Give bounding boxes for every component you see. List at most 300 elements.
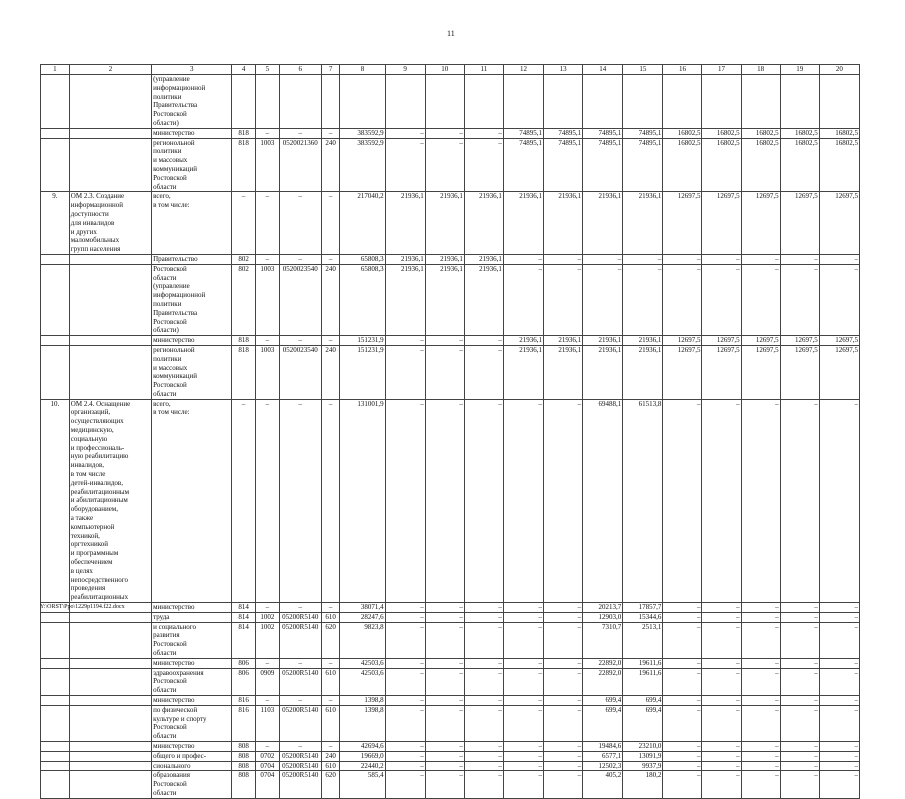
value-cell <box>279 695 321 705</box>
value-cell <box>583 695 623 705</box>
value-cell <box>819 336 859 346</box>
value-cell <box>464 622 503 658</box>
value-cell-text: – <box>657 264 662 273</box>
value-cell-text: 12697,5 <box>677 336 701 345</box>
value-cell-text: 74895,1 <box>519 128 543 137</box>
value-cell <box>741 192 780 255</box>
value-cell-text: – <box>241 399 246 408</box>
value-cell-text: – <box>696 612 701 621</box>
column-number-cell: 3 <box>152 65 232 75</box>
value-cell-text: – <box>498 658 502 667</box>
value-cell <box>819 668 859 695</box>
value-cell <box>780 336 819 346</box>
value-cell-text: – <box>775 399 779 408</box>
value-cell <box>425 192 464 255</box>
executor-cell <box>152 399 232 602</box>
value-cell <box>385 771 425 798</box>
value-cell-text: – <box>696 771 701 780</box>
value-cell-text: – <box>459 705 463 714</box>
column-number-cell: 7 <box>321 65 340 75</box>
value-cell <box>232 128 256 138</box>
value-cell-text: 12697,5 <box>755 345 779 354</box>
value-cell-text: 0704 <box>260 761 275 770</box>
value-cell <box>464 336 503 346</box>
value-cell <box>741 603 780 613</box>
value-cell-text: – <box>265 336 270 345</box>
value-cell <box>321 345 340 399</box>
value-cell <box>425 254 464 264</box>
budget-table <box>40 64 860 799</box>
value-cell <box>464 695 503 705</box>
value-cell-text: – <box>420 128 424 137</box>
value-cell-text: 808 <box>238 741 249 750</box>
value-cell <box>256 622 280 658</box>
value-cell-text: – <box>814 751 818 760</box>
value-cell <box>702 771 741 798</box>
value-cell-text: 17857,7 <box>638 603 662 612</box>
table-row <box>41 138 860 192</box>
value-cell-text: 05200R5140 <box>282 751 319 760</box>
value-cell-text: 19611,6 <box>638 658 662 667</box>
value-cell-text: – <box>854 771 858 780</box>
value-cell-text: – <box>854 399 858 408</box>
value-cell-text: 1002 <box>260 612 275 621</box>
value-cell <box>583 771 623 798</box>
value-cell-text: – <box>538 705 543 714</box>
value-cell-text: 12697,5 <box>716 192 740 201</box>
value-cell-text: – <box>420 771 424 780</box>
value-cell <box>702 138 741 192</box>
value-cell <box>232 254 256 264</box>
value-cell <box>663 336 702 346</box>
value-cell-text: 0520021360 <box>282 138 318 147</box>
value-cell-text: – <box>736 695 740 704</box>
value-cell-text: – <box>736 771 740 780</box>
value-cell-text: 610 <box>325 705 336 714</box>
table-row <box>41 75 860 129</box>
value-cell-text: 816 <box>238 705 249 714</box>
value-cell <box>702 75 741 129</box>
value-cell-text: 699,4 <box>645 705 662 714</box>
value-cell <box>385 192 425 255</box>
executor-cell-text: здравоохранения Ростовской области <box>153 668 204 695</box>
value-cell <box>583 705 623 741</box>
value-cell-text: 21936,1 <box>638 192 662 201</box>
value-cell-text: – <box>814 622 818 631</box>
value-cell <box>279 254 321 264</box>
value-cell <box>663 751 702 761</box>
value-cell <box>623 192 663 255</box>
value-cell <box>340 603 385 613</box>
value-cell <box>544 75 583 129</box>
value-cell-text: – <box>538 603 543 612</box>
value-cell-text: – <box>459 668 463 677</box>
table-row <box>41 695 860 705</box>
value-cell-text: 05200R5140 <box>282 705 319 714</box>
value-cell-text: 808 <box>238 771 249 780</box>
value-cell-text: – <box>854 761 858 770</box>
value-cell <box>279 612 321 622</box>
value-cell <box>544 128 583 138</box>
value-cell-text: 12697,5 <box>716 336 740 345</box>
value-cell <box>819 658 859 668</box>
value-cell-text: 21936,1 <box>400 192 424 201</box>
value-cell-text: – <box>420 399 424 408</box>
row-number-cell <box>41 668 70 695</box>
table-row <box>41 603 860 613</box>
value-cell <box>385 761 425 771</box>
value-cell-text: – <box>298 741 302 750</box>
executor-cell-text: сионального <box>153 761 191 770</box>
value-cell <box>385 128 425 138</box>
value-cell-text: – <box>577 705 582 714</box>
value-cell-text: – <box>538 254 543 263</box>
value-cell <box>780 128 819 138</box>
value-cell-text: 240 <box>325 751 336 760</box>
value-cell-text: 21936,1 <box>440 264 463 273</box>
value-cell-text: – <box>265 192 270 201</box>
value-cell <box>425 345 464 399</box>
value-cell <box>340 254 385 264</box>
value-cell <box>780 751 819 761</box>
value-cell <box>741 751 780 761</box>
value-cell <box>741 345 780 399</box>
value-cell <box>702 345 741 399</box>
value-cell-text: – <box>459 399 463 408</box>
value-cell <box>321 399 340 602</box>
value-cell-text: 12697,5 <box>795 345 818 354</box>
measure-name-cell <box>69 741 151 751</box>
value-cell-text: – <box>577 668 582 677</box>
value-cell <box>340 741 385 751</box>
value-cell <box>256 128 280 138</box>
value-cell-text: 0520023540 <box>282 264 318 273</box>
value-cell-text: 699,4 <box>605 695 622 704</box>
value-cell <box>663 695 702 705</box>
value-cell-text: 22892,0 <box>598 668 622 677</box>
value-cell <box>321 771 340 798</box>
row-number-cell <box>41 336 70 346</box>
value-cell-text: – <box>498 128 502 137</box>
value-cell-text: – <box>298 336 302 345</box>
value-cell <box>321 622 340 658</box>
value-cell <box>503 138 543 192</box>
value-cell <box>819 622 859 658</box>
row-number-cell <box>41 695 70 705</box>
value-cell-text: 1003 <box>260 345 275 354</box>
value-cell <box>425 603 464 613</box>
value-cell-text: 21936,1 <box>519 345 543 354</box>
value-cell <box>321 128 340 138</box>
value-cell <box>623 741 663 751</box>
value-cell <box>741 741 780 751</box>
value-cell <box>583 741 623 751</box>
value-cell <box>321 336 340 346</box>
value-cell-text: – <box>775 668 779 677</box>
executor-cell-text: министерство <box>153 336 195 345</box>
value-cell <box>340 75 385 129</box>
value-cell-text: 16802,5 <box>795 128 818 137</box>
value-cell-text: 21936,1 <box>598 192 622 201</box>
value-cell <box>819 695 859 705</box>
value-cell <box>232 622 256 658</box>
value-cell <box>425 658 464 668</box>
value-cell <box>256 75 280 129</box>
value-cell <box>780 603 819 613</box>
value-cell-text: 383592,9 <box>357 138 384 147</box>
executor-cell <box>152 771 232 798</box>
value-cell-text: – <box>498 612 502 621</box>
value-cell <box>583 264 623 335</box>
value-cell-text: – <box>328 128 333 137</box>
column-number-cell: 2 <box>69 65 151 75</box>
value-cell-text: 16802,5 <box>677 138 701 147</box>
value-cell-text: – <box>538 612 543 621</box>
value-cell <box>503 75 543 129</box>
measure-name-cell <box>69 771 151 798</box>
executor-cell <box>152 695 232 705</box>
value-cell <box>340 345 385 399</box>
value-cell <box>663 399 702 602</box>
value-cell-text: 16802,5 <box>835 128 858 137</box>
value-cell <box>321 761 340 771</box>
row-number-cell <box>41 761 70 771</box>
value-cell-text: 13091,9 <box>638 751 662 760</box>
value-cell-text: 74895,1 <box>598 128 622 137</box>
value-cell <box>663 622 702 658</box>
value-cell <box>232 138 256 192</box>
value-cell-text: – <box>459 336 463 345</box>
value-cell-text: – <box>498 771 502 780</box>
value-cell <box>256 345 280 399</box>
value-cell-text: – <box>696 695 701 704</box>
value-cell <box>741 399 780 602</box>
value-cell-text: 19611,6 <box>638 668 662 677</box>
row-number-cell <box>41 399 70 602</box>
value-cell-text: – <box>775 264 779 273</box>
value-cell <box>780 658 819 668</box>
value-cell <box>464 399 503 602</box>
value-cell-text: 0909 <box>260 668 275 677</box>
row-number-cell <box>41 771 70 798</box>
value-cell-text: – <box>854 668 858 677</box>
value-cell-text: 16802,5 <box>677 128 701 137</box>
value-cell <box>741 336 780 346</box>
value-cell <box>279 658 321 668</box>
value-cell-text: – <box>814 668 818 677</box>
value-cell-text: – <box>538 771 543 780</box>
value-cell-text: 610 <box>325 668 336 677</box>
value-cell-text: 217040,2 <box>357 192 384 201</box>
value-cell <box>279 668 321 695</box>
measure-name-cell <box>69 705 151 741</box>
value-cell-text: 74895,1 <box>638 128 662 137</box>
value-cell-text: 21936,1 <box>558 192 582 201</box>
value-cell-text: – <box>736 612 740 621</box>
value-cell-text: 1002 <box>260 622 275 631</box>
value-cell-text: 9823,8 <box>364 622 384 631</box>
row-number-cell <box>41 75 70 129</box>
value-cell <box>256 771 280 798</box>
value-cell <box>583 761 623 771</box>
value-cell <box>279 336 321 346</box>
value-cell-text: – <box>538 741 543 750</box>
value-cell-text: – <box>298 192 302 201</box>
table-row <box>41 751 860 761</box>
value-cell-text: – <box>854 612 858 621</box>
value-cell <box>425 761 464 771</box>
value-cell <box>503 695 543 705</box>
column-number-cell: 1 <box>41 65 70 75</box>
value-cell <box>256 751 280 761</box>
value-cell-text: – <box>498 668 502 677</box>
value-cell <box>385 658 425 668</box>
value-cell-text: 151231,9 <box>357 336 384 345</box>
value-cell <box>321 138 340 192</box>
executor-cell-text: регионольной политики и массовых коммуникаций Ростовской области <box>153 138 197 191</box>
value-cell <box>741 668 780 695</box>
value-cell-text: – <box>265 399 270 408</box>
value-cell <box>780 612 819 622</box>
value-cell <box>503 705 543 741</box>
value-cell <box>663 254 702 264</box>
row-number-cell <box>41 192 70 255</box>
value-cell-text: – <box>736 399 740 408</box>
value-cell <box>464 705 503 741</box>
executor-cell-text: Правительство <box>153 254 198 263</box>
value-cell-text: 585,4 <box>367 771 384 780</box>
value-cell-text: – <box>498 345 502 354</box>
value-cell-text: – <box>696 668 701 677</box>
value-cell <box>385 622 425 658</box>
value-cell-text: – <box>696 741 701 750</box>
value-cell-text: – <box>459 741 463 750</box>
value-cell <box>425 751 464 761</box>
value-cell <box>503 668 543 695</box>
value-cell <box>623 658 663 668</box>
value-cell <box>385 695 425 705</box>
value-cell-text: – <box>617 264 622 273</box>
value-cell-text: 28247,6 <box>360 612 384 621</box>
value-cell-text: – <box>298 254 302 263</box>
value-cell-text: – <box>459 603 463 612</box>
value-cell <box>385 612 425 622</box>
value-cell <box>232 761 256 771</box>
page-number: 11 <box>447 29 455 38</box>
value-cell-text: – <box>328 254 333 263</box>
value-cell <box>544 695 583 705</box>
table-row <box>41 399 860 602</box>
value-cell-text: 61513,8 <box>638 399 662 408</box>
value-cell <box>702 603 741 613</box>
value-cell-text: 2513,1 <box>642 622 662 631</box>
value-cell-text: 21936,1 <box>479 264 502 273</box>
executor-cell <box>152 668 232 695</box>
value-cell-text: 240 <box>325 264 336 273</box>
value-cell <box>279 771 321 798</box>
value-cell <box>741 138 780 192</box>
value-cell-text: – <box>328 336 333 345</box>
value-cell-text: 0702 <box>260 751 275 760</box>
value-cell-text: – <box>498 741 502 750</box>
value-cell <box>340 761 385 771</box>
column-number-cell: 8 <box>340 65 385 75</box>
value-cell-text: – <box>538 622 543 631</box>
value-cell <box>321 658 340 668</box>
value-cell <box>425 138 464 192</box>
value-cell-text: 16802,5 <box>755 128 779 137</box>
value-cell <box>741 128 780 138</box>
value-cell-text: – <box>420 761 424 770</box>
executor-cell <box>152 192 232 255</box>
value-cell-text: – <box>498 705 502 714</box>
value-cell-text: – <box>265 128 270 137</box>
value-cell-text: – <box>420 622 424 631</box>
executor-cell <box>152 336 232 346</box>
value-cell-text: – <box>538 264 543 273</box>
value-cell <box>425 336 464 346</box>
value-cell-text: 9937,9 <box>642 761 662 770</box>
value-cell <box>741 612 780 622</box>
column-number-cell: 15 <box>623 65 663 75</box>
value-cell <box>780 264 819 335</box>
value-cell <box>321 603 340 613</box>
value-cell <box>741 264 780 335</box>
value-cell <box>819 771 859 798</box>
value-cell <box>544 264 583 335</box>
value-cell-text: – <box>854 264 858 273</box>
executor-cell-text: министерство <box>153 695 195 704</box>
executor-cell-text: общего и профес- <box>153 751 207 760</box>
value-cell-text: – <box>328 603 333 612</box>
column-number-cell: 14 <box>583 65 623 75</box>
value-cell-text: 818 <box>238 336 249 345</box>
value-cell-text: – <box>577 399 582 408</box>
value-cell <box>425 622 464 658</box>
column-number-cell: 9 <box>385 65 425 75</box>
value-cell <box>256 761 280 771</box>
value-cell <box>321 741 340 751</box>
value-cell-text: 814 <box>238 622 249 631</box>
value-cell-text: 74895,1 <box>519 138 543 147</box>
value-cell-text: 65808,3 <box>360 264 384 273</box>
value-cell-text: – <box>459 695 463 704</box>
value-cell <box>340 622 385 658</box>
value-cell <box>819 612 859 622</box>
measure-name-cell <box>69 128 151 138</box>
value-cell-text: – <box>265 741 270 750</box>
value-cell-text: – <box>265 695 270 704</box>
value-cell-text: 610 <box>325 612 336 621</box>
value-cell <box>780 399 819 602</box>
value-cell <box>780 695 819 705</box>
value-cell-text: 131001,9 <box>357 399 384 408</box>
table-row <box>41 771 860 798</box>
measure-name-cell <box>69 264 151 335</box>
value-cell <box>702 264 741 335</box>
table-row <box>41 336 860 346</box>
table-row <box>41 345 860 399</box>
value-cell-text: – <box>814 761 818 770</box>
measure-name-cell <box>69 75 151 129</box>
value-cell-text: – <box>498 603 502 612</box>
executor-cell-text: министерство <box>153 128 195 137</box>
value-cell <box>663 658 702 668</box>
value-cell-text: 74895,1 <box>558 128 582 137</box>
row-number-cell <box>41 612 70 622</box>
value-cell <box>819 128 859 138</box>
value-cell <box>385 603 425 613</box>
